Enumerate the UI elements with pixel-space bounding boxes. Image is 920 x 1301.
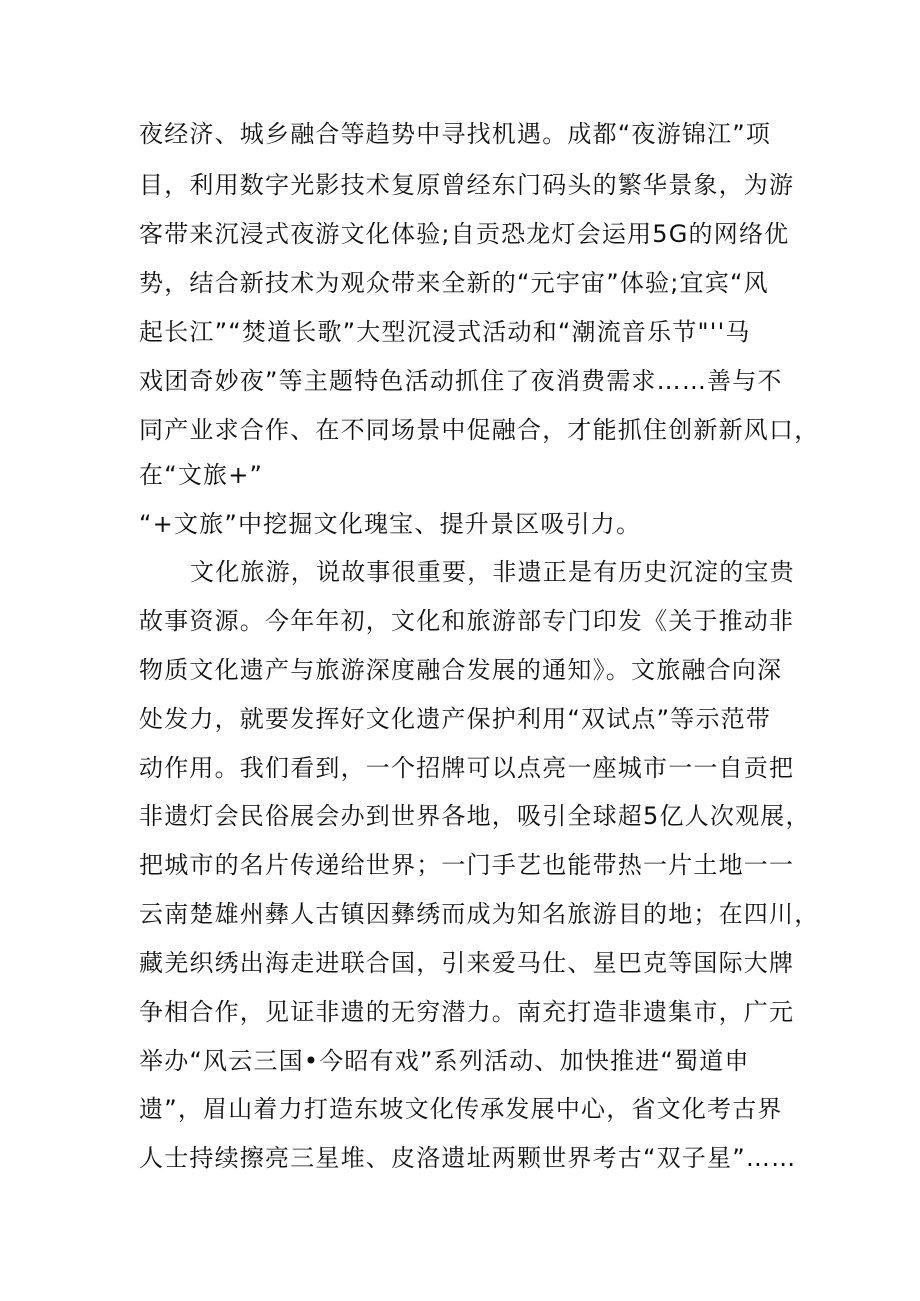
text-line: 在“文旅+” xyxy=(139,461,264,489)
text-line: 物质文化遗产与旅游深度融合发展的通知》。文旅融合向深 xyxy=(139,656,783,684)
text-line: 客带来沉浸式夜游文化体验;自贡恐龙灯会运用5G的网络优 xyxy=(139,220,790,248)
text-line: 人士持续擦亮三星堆、皮洛遗址两颗世界考古“双子星”…… xyxy=(139,1144,797,1172)
text-line: 起长江”“焚道长歌”大型沉浸式活动和“潮流音乐节"''马 xyxy=(139,318,751,346)
text-line: 遗”，眉山着力打造东坡文化传承发展中心，省文化考古界 xyxy=(139,1095,783,1123)
text-line: 势，结合新技术为观众带来全新的“元宇宙”体验;宜宾“风 xyxy=(139,269,769,297)
text-line: 处发力，就要发挥好文化遗产保护利用“双试点”等示范带 xyxy=(139,705,772,733)
text-line: 非遗灯会民俗展会办到世界各地，吸引全球超5亿人次观展， xyxy=(139,802,811,830)
text-line: 争相合作，见证非遗的无穷潜力。南充打造非遗集市，广元 xyxy=(139,998,795,1026)
text-line: 举办“风云三国•今昭有戏”系列活动、加快推进“蜀道申 xyxy=(139,1047,750,1075)
text-line: 把城市的名片传递给世界；一门手艺也能带热一片土地一一 xyxy=(139,851,795,879)
text-line: 夜经济、城乡融合等趋势中寻找机遇。成都“夜游锦江”项 xyxy=(139,120,772,148)
text-line: 藏羌织绣出海走进联合国，引来爱马仕、星巴克等国际大牌 xyxy=(139,949,795,977)
text-line: 云南楚雄州彝人古镇因彝绣而成为知名旅游目的地；在四川， xyxy=(139,900,820,928)
text-line: 故事资源。今年年初，文化和旅游部专门印发《关于推动非 xyxy=(139,607,795,635)
text-line: 同产业求合作、在不同场景中促融合，才能抓住创新新风口， xyxy=(139,416,820,444)
text-line: 目，利用数字光影技术复原曾经东门码头的繁华景象，为游 xyxy=(139,171,795,199)
text-line: “+文旅”中挖掘文化瑰宝、提升景区吸引力。 xyxy=(139,510,642,538)
text-line: 戏团奇妙夜”等主题特色活动抓住了夜消费需求……善与不 xyxy=(139,367,783,395)
text-line: 动作用。我们看到，一个招牌可以点亮一座城市一一自贡把 xyxy=(139,754,795,782)
paragraph-first-line: 文化旅游，说故事很重要，非遗正是有历史沉淀的宝贵 xyxy=(190,558,795,586)
